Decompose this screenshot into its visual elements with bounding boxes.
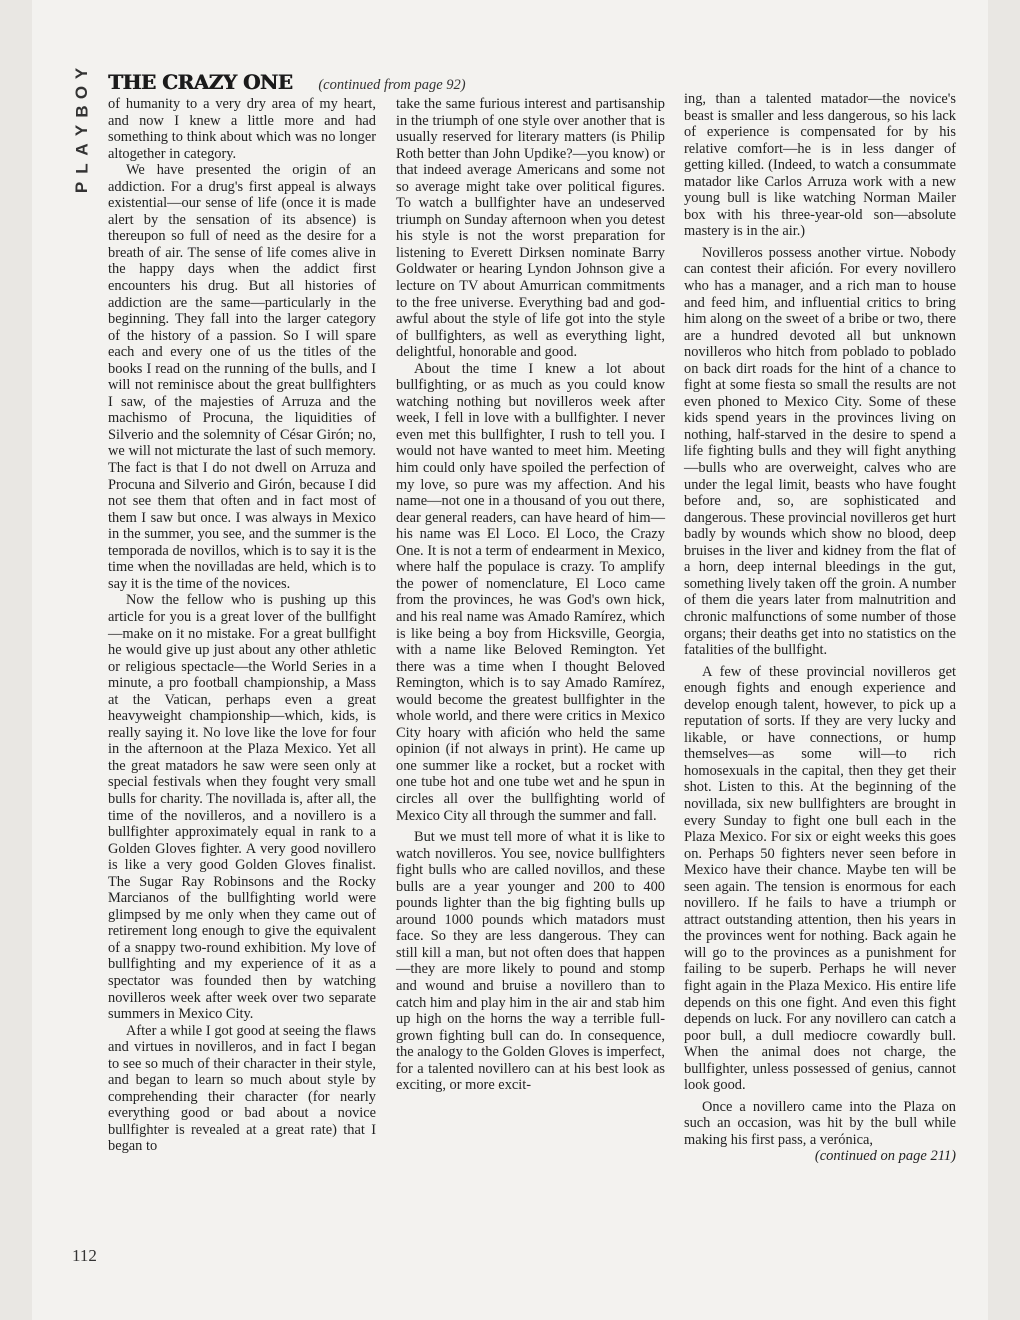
paragraph: take the same furious interest and partisanship in the triumph of one style over another that is usually reserved for literary matters (is Philip Roth better than John Updike?—you know) or that indeed average Americans and some not so average might take over political figures. To watch a bullfighter have an undeserved triumph on Sunday afternoon when you detest his style is not the worst preparation for listening to Everett Dirksen nominate Barry Goldwater or hearing Lyndon Johnson give a lecture on TV about Amurrican commitments to the free universe. Everything bad and god-awful about the style of life got into the style of bullfighters, as well as everything light, delightful, honorable and good. [396, 96, 665, 361]
paragraph: After a while I got good at seeing the flaws and virtues in novilleros, and in fact I began to see so much of their character in their style, and began to learn so much about style by comprehending their character (for nearly everything good or bad about a novice bullfighter is revealed at a great rate) that I began to [108, 1022, 376, 1155]
magazine-letter: L [72, 163, 92, 174]
text-column-2 [396, 96, 665, 1094]
paragraph: ing, than a talented matador—the novice's beast is smaller and less dangerous, so his lack of experience is compensated for by his relative comfort—he is in less danger of getting killed. (Indeed, to watch a consummate matador like Carlos Arruza work with a new young bull is like watching Norman Mailer box with his three-year-old son—absolute mastery is in the air.) [684, 91, 956, 240]
magazine-letter: P [72, 181, 92, 194]
paragraph: of humanity to a very dry area of my heart, and now I knew a little more and had something to think about which was no longer altogether in category. [108, 96, 376, 162]
text-column-1 [108, 96, 376, 1155]
text-column-3 [684, 91, 956, 1165]
magazine-letter: B [72, 105, 92, 118]
paragraph: But we must tell more of what it is like to watch novilleros. You see, novice bullfighters fight bulls who are called novillos, and these bulls are a year younger and 200 to 400 pounds lighter than the big fighting bulls up around 1000 pounds which matadors must face. So they are less dangerous. They can still kill a man, but not often does that happen—they are more likely to pound and stomp and wound and bruise a novillero than to catch him and play him in the air and stab him up high on the horns the way a terrible full-grown fighting bull can do. In consequence, the analogy to the Golden Gloves is imperfect, for a talented novillero can at his best look as exciting, or more excit- [396, 829, 665, 1094]
paragraph: Novilleros possess another virtue. Nobody can contest their afición. For every novillero who has a manager, and a rich man to house and feed him, and influential critics to bring him along on the sweet of a bribe or two, there are a hundred devoted all but unknown novilleros who hitch from poblado to poblado on back dirt roads for the hint of a chance to fight at some fiesta so small the results are not even phoned to Mexico City. Some of these kids spend years in the provinces living on nothing, half-starved in the desire to spend a life fighting bulls and they will fight anything—bulls who are overweight, calves who are under the legal limit, beasts who have fought before and, so, are sophisticated and dangerous. These provincial novilleros get hurt badly by wounds which show no blood, deep bruises in the liver and kidney from the flat of a horn, deep internal bleedings in the gut, something lively taken off the groin. A number of them die years later from malnutrition and chronic malfunctions of some number of those organs; their deaths get into no statistics on the fatalities of the bullfight. [684, 244, 956, 659]
article-title: THE CRAZY ONE [108, 70, 293, 94]
paragraph: We have presented the origin of an addiction. For a drug's first appeal is always existential—our sense of life (once it is made alert by the sensation of its absence) is thereupon so full of need as the desire for a breath of air. The sense of life comes alive in the happy days when the addict first encounters his drug. But all histories of addiction are the same—particularly in the beginning. They fall into the larger category of the history of a passion. So I will spare each and every one of us the titles of the books I read on the running of the bulls, and I will not reminisce about the great bullfighters I saw, of the majesties of Arruza and the machismo of Procuna, the liquidities of Silverio and the solemnity of César Girón; no, we will not micturate the last of such memory. The fact is that I do not dwell on Arruza and Procuna and Silverio and Girón, because I did not see them that often and in fact most of them I saw but once. I was always in Mexico in the summer, you see, and the summer is the temporada de novillos, which is to say it is the time when the novilladas are held, which is to say it is the time of the novices. [108, 162, 376, 592]
magazine-letter: Y [72, 124, 92, 137]
magazine-name-vertical [70, 64, 94, 197]
article-header [108, 70, 466, 94]
magazine-letter: O [72, 85, 92, 100]
paragraph: About the time I knew a lot about bullfighting, or as much as you could know watching nothing but novilleros week after week, I fell in love with a bullfighter. I never even met this bullfighter, I rush to tell you. I would not have wanted to meet him. Meeting him could only have spoiled the perfection of my love, so pure was my affection. And his name—not one in a thousand of you out there, dear general readers, can have heard of him—his name was El Loco. El Loco, the Crazy One. It is not a term of endearment in Mexico, where half the populace is crazy. To amplify the power of nomenclature, El Loco came from the provinces, he was God's own hick, and his real name was Amado Ramírez, which is like being a boy from Hicksville, Georgia, with a name like Beloved Remington. Yet there was a time when I thought Beloved Remington, which is to say Amado Ramírez, would become the greatest bullfighter in the whole world, and there were critics in Mexico City hoary with afición who held the same opinion (if not always in print). He came up one summer like a rocket, but a rocket with one tube hot and one tube wet and he spun in circles all over the bullfighting world of Mexico City all through the summer and fall. [396, 360, 665, 824]
paragraph: Now the fellow who is pushing up this article for you is a great lover of the bullfight—make on it no mistake. For a great bullfight he would give up just about any other athletic or religious spectacle—the World Series in a minute, a pro football championship, a Mass at the Vatican, perhaps even a great heavyweight championship—which, kids, is really saying it. No love like the love for four in the afternoon at the Plaza Mexico. Yet all the great matadors he saw were seen only at special festivals when they fought very small bulls for charity. The novillada is, after all, the time of the novilleros, and a novillero is a bullfighter approximately equal in rank to a Golden Gloves fighter. A very good novillero is like a very good Golden Gloves finalist. The Sugar Ray Robinsons and the Rocky Marcianos of the bullfighting world were glimpsed by me only when they came out of retirement long enough to give the equivalent of a snappy two-round exhibition. My love of bullfighting and my experience of it as a spectator was founded then by watching novilleros week after week over two separate summers in Mexico City. [108, 592, 376, 1023]
magazine-letter: A [72, 143, 92, 156]
paragraph: Once a novillero came into the Plaza on such an occasion, was hit by the bull while making his first pass, a verónica, [684, 1098, 956, 1148]
paragraph: A few of these provincial novilleros get enough fights and enough experience and develop enough talent, however, to pick up a reputation of sorts. If they are very lucky and likable, or have connections, or hump themselves—as some will—to rich homosexuals in the capital, then they get their shot. Listen to this. At the beginning of the novillada, six new bullfighters are brought in every Sunday to fight one bull each in the Plaza Mexico. For six or eight weeks this goes on. Perhaps 50 fighters never seen before in Mexico have their chance. Maybe ten will be seen again. The tension is enormous for each novillero. If he fails to have a triumph or attract outstanding attention, then his years in the provinces went for nothing. Back again he will go to the provinces as a punishment for failing to be superb. Perhaps he will never fight again in the Plaza Mexico. His entire life depends on this one fight. And even this fight depends on luck. For any novillero can catch a poor bull, a dull mediocre cowardly bull. When the animal does not charge, the bullfighter, unless possessed of genius, cannot look good. [684, 663, 956, 1094]
continued-on-note: (continued on page 211) [814, 1148, 956, 1165]
magazine-letter: Y [72, 67, 92, 80]
page-number: 112 [72, 1246, 97, 1265]
continued-from-note: (continued from page 92) [318, 77, 466, 93]
